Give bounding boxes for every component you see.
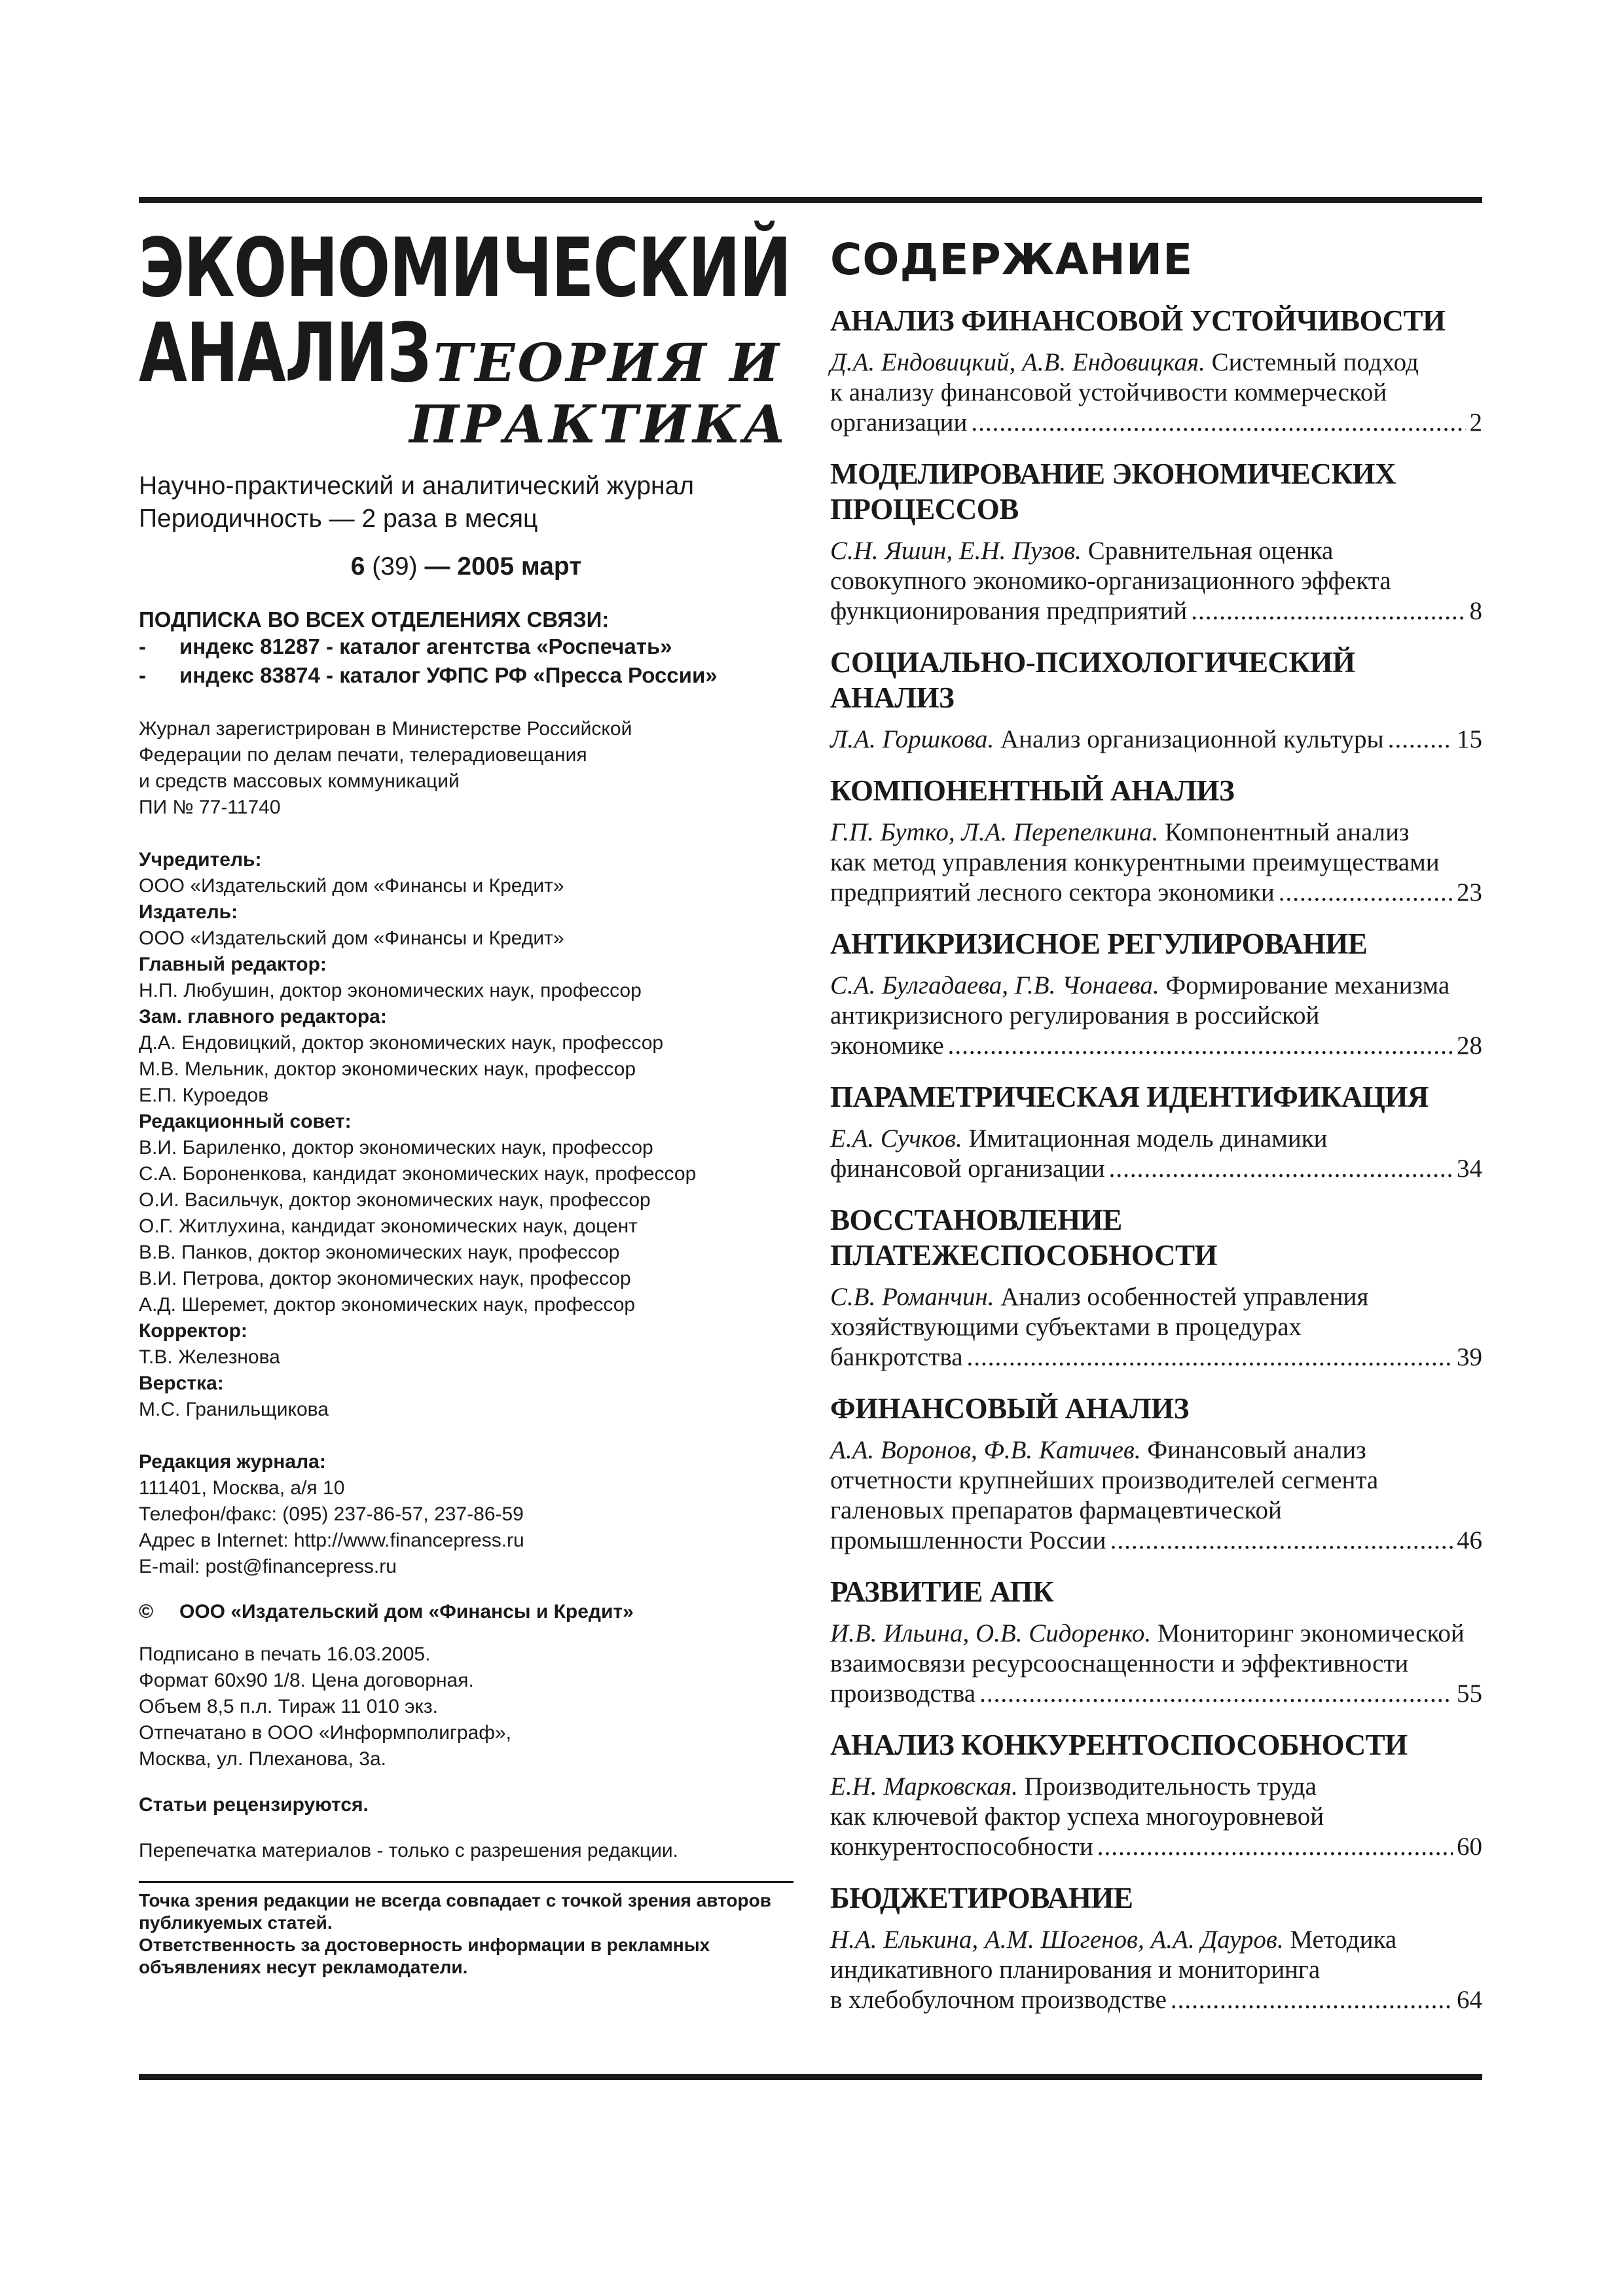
left-column (139, 209, 793, 1979)
toc-leader-dots (1171, 1985, 1453, 2015)
toc-leader-dots (1191, 596, 1465, 626)
right-column (830, 209, 1482, 2015)
editorial-line: Адрес в Internet: http://www.financepress.ru (139, 1530, 524, 1551)
description-line: Научно-практический и аналитический журнал (139, 472, 695, 500)
toc-entry-text: в хлебобулочном производстве (830, 1986, 1167, 2014)
corrector-label: Корректор: (139, 1320, 247, 1342)
toc-entry-authors: С.В. Романчин. (830, 1283, 994, 1311)
toc-entry-line: антикризисного регулирования в российской (830, 1001, 1320, 1030)
toc-entry-authors: Д.А. Ендовицкий, А.В. Ендовицкая. (830, 348, 1205, 376)
toc-section-heading: КОМПОНЕНТНЫЙ АНАЛИЗ (830, 774, 1235, 807)
toc-entry-last-line (830, 1526, 1482, 1556)
toc-entry-last-line (830, 1985, 1482, 2015)
reprint-note: Перепечатка материалов - только с разрешения редакции. (139, 1840, 678, 1861)
journal-description (139, 470, 793, 535)
toc-section (830, 1574, 1482, 1709)
publisher: ООО «Издательский дом «Финансы и Кредит» (139, 927, 564, 949)
toc-page-number: 64 (1457, 1986, 1482, 2014)
subscription-title: ПОДПИСКА ВО ВСЕХ ОТДЕЛЕНИЯХ СВЯЗИ: (139, 607, 610, 632)
masthead-tagline-line2: ПРАКТИКА (409, 393, 788, 455)
toc-section (830, 1880, 1482, 2015)
toc-entry-line: хозяйствующими субъектами в процедурах (830, 1313, 1302, 1341)
toc-entry-authors: Н.А. Елькина, А.М. Шогенов, А.А. Дауров. (830, 1926, 1284, 1954)
toc-section-heading: БЮДЖЕТИРОВАНИЕ (830, 1882, 1133, 1914)
toc-entry (830, 1619, 1482, 1709)
toc-section-heading: ФИНАНСОВЫЙ АНАЛИЗ (830, 1392, 1189, 1425)
toc-entry-line (830, 348, 1482, 378)
council-member: О.И. Васильчук, доктор экономических наук, профессор (139, 1189, 651, 1211)
toc-section-heading: ПАРАМЕТРИЧЕСКАЯ ИДЕНТИФИКАЦИЯ (830, 1081, 1429, 1113)
toc-entry-text: конкурентоспособности (830, 1833, 1093, 1861)
layout-label: Верстка: (139, 1372, 224, 1394)
toc-entry-text: Анализ особенностей управления (1000, 1283, 1369, 1311)
toc-entry-line (830, 1772, 1482, 1802)
print-line: Объем 8,5 п.л. Тираж 11 010 экз. (139, 1696, 438, 1717)
toc-entry-text: производства (830, 1679, 976, 1708)
deputy-editor: Д.А. Ендовицкий, доктор экономических наук, профессор (139, 1032, 664, 1054)
copyright (139, 1601, 793, 1623)
toc-entry-line: взаимосвязи ресурсооснащенности и эффективности (830, 1649, 1409, 1677)
disclaimer-line: Точка зрения редакции не всегда совпадает с точкой зрения авторов публикуемых статей. (139, 1890, 771, 1933)
masthead-title-line2: АНАЛИЗ (139, 306, 431, 401)
masthead-row2 (139, 306, 793, 401)
editorial-label: Редакция журнала: (139, 1451, 326, 1473)
toc-entry (830, 1435, 1482, 1556)
toc-entry-line (830, 971, 1482, 1001)
description-line: Периодичность — 2 раза в месяц (139, 505, 538, 533)
toc-section-heading: АНАЛИЗ КОНКУРЕНТОСПОСОБНОСТИ (830, 1729, 1408, 1761)
toc-entry (830, 817, 1482, 908)
chief-editor: Н.П. Любушин, доктор экономических наук, профессор (139, 980, 642, 1001)
issue-num: 6 (350, 552, 365, 581)
issue-date: — 2005 март (424, 552, 582, 581)
toc-entry-line: индикативного планирования и мониторинга (830, 1956, 1321, 1984)
toc-entry-line: галеновых препаратов фармацевтической (830, 1496, 1282, 1524)
toc-section (830, 303, 1482, 438)
bottom-rule (139, 2074, 1482, 2080)
toc-entry (830, 1282, 1482, 1372)
editorial-line: Телефон/факс: (095) 237-86-57, 237-86-59 (139, 1503, 524, 1525)
toc-section (830, 645, 1482, 755)
registration-line: Федерации по делам печати, телерадиовещания (139, 744, 587, 766)
toc-entry-text: промышленности России (830, 1526, 1106, 1554)
toc-section (830, 456, 1482, 626)
toc-entry-text: финансовой организации (830, 1155, 1105, 1183)
subscription-dash: - (139, 663, 146, 687)
toc-entry-line (830, 1619, 1482, 1649)
registration-line: Журнал зарегистрирован в Министерстве Российской (139, 718, 632, 740)
council-member: В.И. Бариленко, доктор экономических наук, профессор (139, 1137, 653, 1158)
issue-number (139, 552, 793, 581)
toc-section (830, 1079, 1482, 1184)
toc-section-heading: АНТИКРИЗИСНОЕ РЕГУЛИРОВАНИЕ (830, 927, 1368, 960)
council-member: С.А. Бороненкова, кандидат экономических наук, профессор (139, 1163, 697, 1185)
deputy-editor-label: Зам. главного редактора: (139, 1006, 387, 1028)
toc-entry-text: Мониторинг экономической (1157, 1619, 1465, 1647)
toc-entry-last-line (830, 1679, 1482, 1709)
publisher-label: Издатель: (139, 901, 238, 923)
registration-line: ПИ № 77-11740 (139, 797, 281, 818)
toc-page-number: 34 (1457, 1155, 1482, 1183)
toc-entry-text: Методика (1290, 1926, 1397, 1954)
council-member: А.Д. Шеремет, доктор экономических наук, профессор (139, 1294, 636, 1316)
subscription-text: индекс 81287 - каталог агентства «Роспечать» (179, 634, 672, 658)
subscription-item (139, 632, 793, 661)
toc-entry-line: как метод управления конкурентными преимуществами (830, 848, 1440, 876)
subscription-list (139, 632, 793, 690)
toc-leader-dots (1279, 878, 1453, 908)
toc-entry-text: Формирование механизма (1165, 971, 1450, 999)
toc-leader-dots (971, 408, 1465, 438)
toc-section-heading: ВОССТАНОВЛЕНИЕ ПЛАТЕЖЕСПОСОБНОСТИ (830, 1204, 1217, 1272)
toc-leader-dots (1097, 1832, 1453, 1862)
copyright-symbol: © (139, 1601, 154, 1623)
toc-entry-line (830, 1282, 1482, 1312)
toc-leader-dots (1109, 1154, 1453, 1184)
toc-entry (830, 1772, 1482, 1862)
staff-block (139, 847, 793, 1423)
toc-entry (830, 536, 1482, 626)
toc-page-number: 8 (1469, 597, 1482, 625)
toc-entry-text: Имитационная модель динамики (968, 1124, 1328, 1153)
toc-page-number: 15 (1457, 725, 1482, 753)
disclaimer-divider (139, 1881, 793, 1883)
toc-entry-authors: Е.Н. Марковская. (830, 1772, 1018, 1801)
toc-entry-line (830, 1124, 1482, 1154)
toc-entry-text: Системный подход (1211, 348, 1419, 376)
toc-page-number: 55 (1457, 1679, 1482, 1708)
toc-entry-last-line (830, 1154, 1482, 1184)
issue-total: (39) (372, 552, 418, 581)
toc-page-number: 39 (1457, 1343, 1482, 1371)
toc-title: СОДЕРЖАНИЕ (830, 234, 1194, 285)
deputy-editors (139, 1030, 793, 1109)
toc-entry-last-line (830, 408, 1482, 438)
editorial-lines (139, 1475, 793, 1580)
toc-entry-authors: С.Н. Яшин, Е.Н. Пузов. (830, 537, 1082, 565)
toc-entry-text: Производительность труда (1024, 1772, 1317, 1801)
subscription-item (139, 661, 793, 690)
print-line: Подписано в печать 16.03.2005. (139, 1643, 431, 1665)
toc-entry-text: банкротства (830, 1343, 963, 1371)
print-info (139, 1641, 793, 1772)
corrector: Т.В. Железнова (139, 1346, 280, 1368)
founder-label: Учредитель: (139, 849, 262, 870)
toc-entry (830, 348, 1482, 438)
subscription-text: индекс 83874 - каталог УФПС РФ «Пресса России» (179, 663, 718, 687)
toc-leader-dots (948, 1031, 1453, 1061)
toc-entry (830, 1124, 1482, 1184)
toc-entry-authors: Е.А. Сучков. (830, 1124, 962, 1153)
print-line: Отпечатано в ООО «Информполиграф», (139, 1722, 511, 1744)
toc-section-heading: СОЦИАЛЬНО-ПСИХОЛОГИЧЕСКИЙ АНАЛИЗ (830, 646, 1355, 714)
toc-leader-dots (979, 1679, 1453, 1709)
toc-entry-text: Сравнительная оценка (1087, 537, 1334, 565)
toc-leader-dots (967, 1342, 1453, 1372)
toc-section (830, 773, 1482, 908)
print-line: Москва, ул. Плеханова, 3а. (139, 1748, 386, 1770)
toc-entry-authors: И.В. Ильина, О.В. Сидоренко. (830, 1619, 1152, 1647)
toc-leader-dots (1110, 1526, 1453, 1556)
editorial-contacts (139, 1449, 793, 1580)
founder: ООО «Издательский дом «Финансы и Кредит» (139, 875, 564, 897)
toc-page-number: 23 (1457, 878, 1482, 906)
toc-page-number: 28 (1457, 1031, 1482, 1060)
toc-section (830, 1202, 1482, 1372)
toc-entry-text: Анализ организационной культуры (1000, 725, 1384, 753)
toc-entry-line: к анализу финансовой устойчивости коммерческой (830, 378, 1387, 406)
toc-entry-line: как ключевой фактор успеха многоуровневой (830, 1803, 1324, 1831)
toc-entry-line: совокупного экономико-организационного эффекта (830, 567, 1391, 595)
toc-section-heading: РАЗВИТИЕ АПК (830, 1575, 1054, 1608)
toc-entry-last-line (830, 1832, 1482, 1862)
toc-entry-last-line (830, 1031, 1482, 1061)
toc-entry-line (830, 817, 1482, 848)
toc-page-number: 2 (1469, 408, 1482, 437)
toc-entry (830, 725, 1482, 755)
council-member: В.В. Панков, доктор экономических наук, профессор (139, 1242, 620, 1263)
editorial-line: 111401, Москва, а/я 10 (139, 1477, 345, 1499)
deputy-editor: Е.П. Куроедов (139, 1085, 269, 1106)
chief-editor-label: Главный редактор: (139, 954, 327, 975)
toc-entry (830, 971, 1482, 1061)
toc-entry-last-line (830, 1342, 1482, 1372)
subscription-dash: - (139, 634, 146, 658)
toc-entry-text: предприятий лесного сектора экономики (830, 878, 1275, 906)
toc-entry-line: отчетности крупнейших производителей сегмента (830, 1466, 1379, 1494)
toc-section-heading: АНАЛИЗ ФИНАНСОВОЙ УСТОЙЧИВОСТИ (830, 304, 1446, 337)
table-of-contents (830, 303, 1482, 2015)
toc-entry (830, 1925, 1482, 2015)
editorial-council (139, 1135, 793, 1318)
toc-section (830, 1727, 1482, 1862)
disclaimer-line: Ответственность за достоверность информации в рекламных объявлениях несут рекламодатели. (139, 1935, 710, 1977)
toc-entry-last-line (830, 596, 1482, 626)
toc-entry-line (830, 1435, 1482, 1465)
toc-entry-last-line (830, 878, 1482, 908)
reviewed-note: Статьи рецензируются. (139, 1794, 369, 1816)
toc-entry-text: экономике (830, 1031, 944, 1060)
toc-entry-text: функционирования предприятий (830, 597, 1188, 625)
toc-page-number: 46 (1457, 1526, 1482, 1554)
toc-entry-text: организации (830, 408, 968, 437)
toc-entry-last-line (830, 725, 1482, 755)
toc-section (830, 1391, 1482, 1556)
editorial-line: E-mail: post@financepress.ru (139, 1556, 397, 1577)
layout-designer: М.С. Гранильщикова (139, 1399, 329, 1420)
registration-block (139, 716, 793, 821)
toc-entry-text: Компонентный анализ (1165, 818, 1410, 846)
council-member: О.Г. Житлухина, кандидат экономических наук, доцент (139, 1215, 638, 1237)
toc-entry-lead (830, 725, 1384, 755)
deputy-editor: М.В. Мельник, доктор экономических наук, профессор (139, 1058, 636, 1080)
toc-page-number: 60 (1457, 1833, 1482, 1861)
masthead-title-line1: ЭКОНОМИЧЕСКИЙ (139, 221, 791, 315)
toc-leader-dots (1388, 725, 1453, 755)
toc-section (830, 926, 1482, 1061)
toc-entry-authors: С.А. Булгадаева, Г.В. Чонаева. (830, 971, 1159, 999)
toc-entry-authors: А.А. Воронов, Ф.В. Катичев. (830, 1436, 1141, 1464)
toc-entry-text: Финансовый анализ (1147, 1436, 1366, 1464)
top-rule (139, 197, 1482, 203)
print-line: Формат 60х90 1/8. Цена договорная. (139, 1670, 474, 1691)
disclaimer (139, 1890, 793, 1979)
registration-line: и средств массовых коммуникаций (139, 770, 460, 792)
council-label: Редакционный совет: (139, 1111, 352, 1132)
toc-section-heading: МОДЕЛИРОВАНИЕ ЭКОНОМИЧЕСКИХ ПРОЦЕССОВ (830, 457, 1396, 526)
council-member: В.И. Петрова, доктор экономических наук, профессор (139, 1268, 631, 1289)
toc-entry-line (830, 1925, 1482, 1955)
toc-entry-line (830, 536, 1482, 566)
toc-entry-authors: Г.П. Бутко, Л.А. Перепелкина. (830, 818, 1159, 846)
toc-entry-authors: Л.А. Горшкова. (830, 725, 994, 753)
copyright-text: ООО «Издательский дом «Финансы и Кредит» (179, 1601, 634, 1623)
masthead-tagline-line1: ТЕОРИЯ И (433, 332, 782, 393)
